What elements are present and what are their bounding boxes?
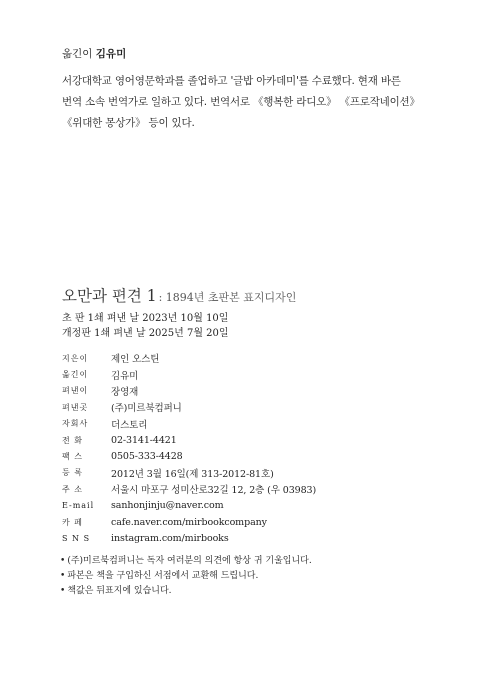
notes [60,554,312,599]
colophon-value: 02-3141-4421 [111,434,177,446]
book-subtitle: : 1894년 초판본 표지디자인 [158,291,297,304]
colophon-value: sanhonjinju@naver.com [111,500,224,512]
bio-line: 번역 소속 번역가로 일하고 있다. 번역서로 《행복한 라디오》 《프로작네이션》 [62,96,420,108]
colophon-label: S N S [62,533,91,543]
colophon-value: 김유미 [111,370,139,382]
colophon-label: 지은이 [62,353,89,363]
book-title: 오만과 편견 1 [62,287,157,305]
note-item [60,569,312,584]
bullet-icon: • [60,571,66,581]
translator-name: 김유미 [95,48,127,60]
colophon-label: E-mail [62,501,95,511]
colophon-row-company [62,399,316,415]
edition-row: 초 판 1쇄 펴낸 날 2023년 10월 10일 [62,313,229,324]
colophon-label: 옮긴이 [62,370,89,380]
bullet-icon: • [60,586,66,596]
colophon-row-publisher [62,383,316,399]
colophon-row-cafe [62,514,316,530]
colophon-label: 펴낸곳 [62,402,89,412]
colophon-label: 카 페 [62,517,83,527]
colophon [62,350,316,547]
colophon-value: cafe.naver.com/mirbookcompany [111,516,267,528]
colophon-value: 0505-333-4428 [111,451,183,463]
colophon-label: 자회사 [62,419,89,429]
colophon-row-translator [62,366,316,382]
colophon-value: instagram.com/mirbooks [111,532,229,544]
colophon-label: 팩 스 [62,452,83,462]
colophon-row-email [62,498,316,514]
bullet-icon: • [60,556,66,566]
note-text: 책값은 뒤표지에 있습니다. [67,586,172,596]
colophon-label: 펴낸이 [62,386,89,396]
note-item [60,584,312,599]
colophon-value: (주)미르북컴퍼니 [111,403,182,415]
colophon-label: 등 록 [62,468,83,478]
note-text: (주)미르북컴퍼니는 독자 여러분의 의견에 항상 귀 기울입니다. [67,556,312,566]
translator-bio [62,71,442,134]
colophon-value: 제인 오스틴 [111,354,160,366]
bio-line: 《위대한 몽상가》 등이 있다. [62,117,195,129]
note-item [60,554,312,569]
colophon-label: 주 소 [62,484,83,494]
colophon-value: 장영재 [111,386,139,398]
colophon-row-phone [62,432,316,448]
colophon-row-registration [62,465,316,481]
book-title-line [62,284,462,306]
colophon-row-sns [62,530,316,546]
bio-line: 서강대학교 영어영문학과를 졸업하고 '글밥 아카데미'를 수료했다. 현재 바른 [62,75,401,87]
edition-info [62,311,229,341]
translator-role: 옮긴이 [62,48,93,60]
note-text: 파본은 책을 구입하신 서점에서 교환해 드립니다. [67,571,259,581]
colophon-row-fax [62,448,316,464]
translator-section [62,44,442,134]
colophon-row-subsidiary [62,416,316,432]
colophon-value: 더스토리 [111,419,148,431]
colophon-value: 2012년 3월 16일(제 313-2012-81호) [111,468,274,480]
colophon-label: 전 화 [62,435,83,445]
colophon-value: 서울시 마포구 성미산로32길 12, 2층 (우 03983) [111,485,317,497]
colophon-row-author [62,350,316,366]
translator-heading [62,44,442,65]
colophon-row-address [62,481,316,497]
edition-row: 개정판 1쇄 펴낸 날 2025년 7월 20일 [62,328,229,339]
